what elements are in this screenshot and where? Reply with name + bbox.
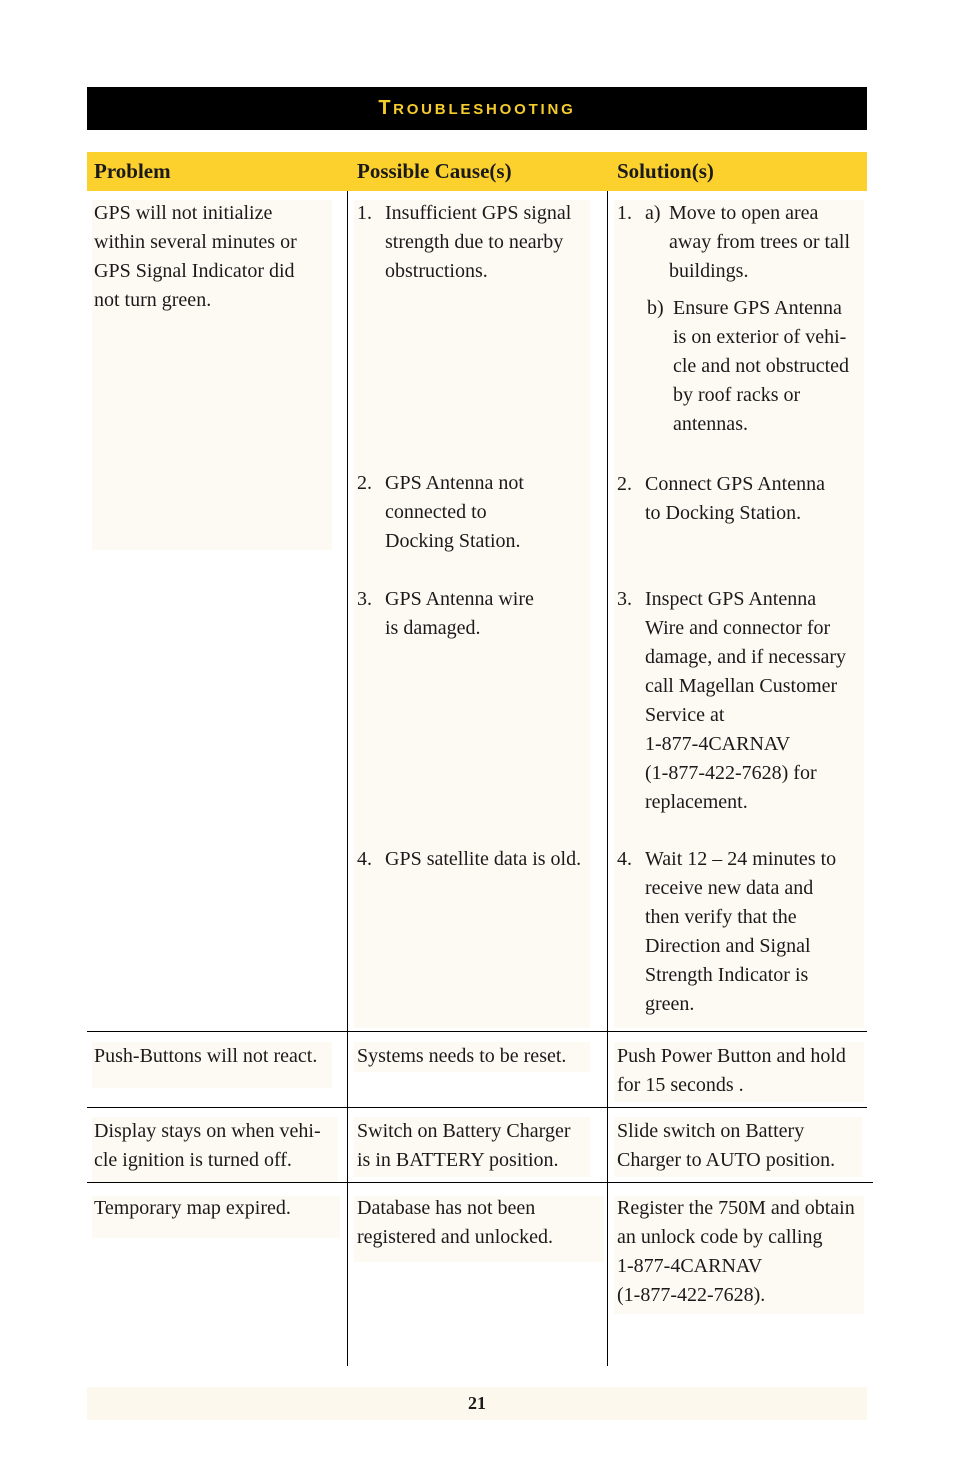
solution-text: to Docking Station. <box>645 502 802 524</box>
solution-text: Direction and Signal <box>645 935 811 957</box>
title-rest: ROUBLESHOOTING <box>393 101 576 118</box>
solution-number: 2. <box>617 473 632 495</box>
problem-text: GPS will not initialize <box>94 202 273 224</box>
solution-text: is on exterior of vehi- <box>673 326 847 348</box>
page-title <box>87 87 867 130</box>
problem-text: cle ignition is turned off. <box>94 1149 292 1171</box>
column-divider <box>607 191 608 1366</box>
solution-text: for 15 seconds . <box>617 1074 744 1096</box>
row-divider <box>87 1182 873 1183</box>
problem-text: Push-Buttons will not react. <box>94 1045 318 1067</box>
solution-text: away from trees or tall <box>669 231 851 253</box>
cause-text: GPS Antenna not <box>385 472 524 494</box>
cause-text: strength due to nearby <box>385 231 564 253</box>
solution-text: Strength Indicator is <box>645 964 809 986</box>
solution-number: 1. <box>617 202 632 224</box>
solution-text: Connect GPS Antenna <box>645 473 825 495</box>
row-divider <box>87 1107 867 1108</box>
cause-text: is damaged. <box>385 617 481 639</box>
cause-number: 1. <box>357 202 372 224</box>
column-header-cause: Possible Cause(s) <box>357 159 512 183</box>
cause-text: GPS satellite data is old. <box>385 848 582 870</box>
problem-text: not turn green. <box>94 289 212 311</box>
cause-text: GPS Antenna wire <box>385 588 534 610</box>
solution-text: damage, and if necessary <box>645 646 847 668</box>
solution-text: 1-877-4CARNAV <box>617 1255 763 1277</box>
solution-text: Service at <box>645 704 725 726</box>
cause-text: Switch on Battery Charger <box>357 1120 571 1142</box>
solution-text: green. <box>645 993 695 1015</box>
problem-text: Display stays on when vehi- <box>94 1120 321 1142</box>
solution-text: Push Power Button and hold <box>617 1045 846 1067</box>
solution-text: Inspect GPS Antenna <box>645 588 817 610</box>
solution-text: Slide switch on Battery <box>617 1120 805 1142</box>
solution-text: buildings. <box>669 260 749 282</box>
problem-text: Temporary map expired. <box>94 1197 291 1219</box>
cause-text: connected to <box>385 501 487 523</box>
solution-text: by roof racks or <box>673 384 801 406</box>
solution-text: then verify that the <box>645 906 797 928</box>
title-bar <box>87 87 867 130</box>
title-initial: T <box>378 97 394 119</box>
solution-text: an unlock code by calling <box>617 1226 823 1248</box>
column-header-problem: Problem <box>94 159 171 183</box>
cause-text: Database has not been <box>357 1197 536 1219</box>
solution-text: Wait 12 – 24 minutes to <box>645 848 837 870</box>
solution-text: replacement. <box>645 791 748 813</box>
solution-text: 1-877-4CARNAV <box>645 733 791 755</box>
solution-text: Register the 750M and obtain <box>617 1197 855 1219</box>
cause-text: obstructions. <box>385 260 488 282</box>
solution-text: cle and not obstructed <box>673 355 850 377</box>
solution-text: (1-877-422-7628). <box>617 1284 766 1306</box>
solution-text: Ensure GPS Antenna <box>673 297 842 319</box>
cause-number: 3. <box>357 588 372 610</box>
solution-sublabel: a) <box>645 202 661 224</box>
solution-number: 4. <box>617 848 632 870</box>
solution-number: 3. <box>617 588 632 610</box>
column-header-solution: Solution(s) <box>617 159 714 183</box>
solution-text: Move to open area <box>669 202 819 224</box>
cause-number: 2. <box>357 472 372 494</box>
cause-text: is in BATTERY position. <box>357 1149 559 1171</box>
table-header <box>87 152 867 191</box>
solution-text: Wire and connector for <box>645 617 831 639</box>
problem-text: within several minutes or <box>94 231 297 253</box>
cause-text: Insufficient GPS signal <box>385 202 572 224</box>
footer-bar <box>87 1387 867 1420</box>
cause-text: Docking Station. <box>385 530 521 552</box>
cause-text: registered and unlocked. <box>357 1226 554 1248</box>
solution-sublabel: b) <box>647 297 664 319</box>
column-divider <box>347 191 348 1366</box>
row-divider <box>87 1031 867 1032</box>
cause-text: Systems needs to be reset. <box>357 1045 567 1067</box>
solution-text: antennas. <box>673 413 748 435</box>
solution-text: call Magellan Customer <box>645 675 838 697</box>
problem-text: GPS Signal Indicator did <box>94 260 295 282</box>
page-number: 21 <box>468 1393 486 1413</box>
solution-text: receive new data and <box>645 877 814 899</box>
solution-text: (1-877-422-7628) for <box>645 762 817 784</box>
solution-text: Charger to AUTO position. <box>617 1149 836 1171</box>
cause-number: 4. <box>357 848 372 870</box>
